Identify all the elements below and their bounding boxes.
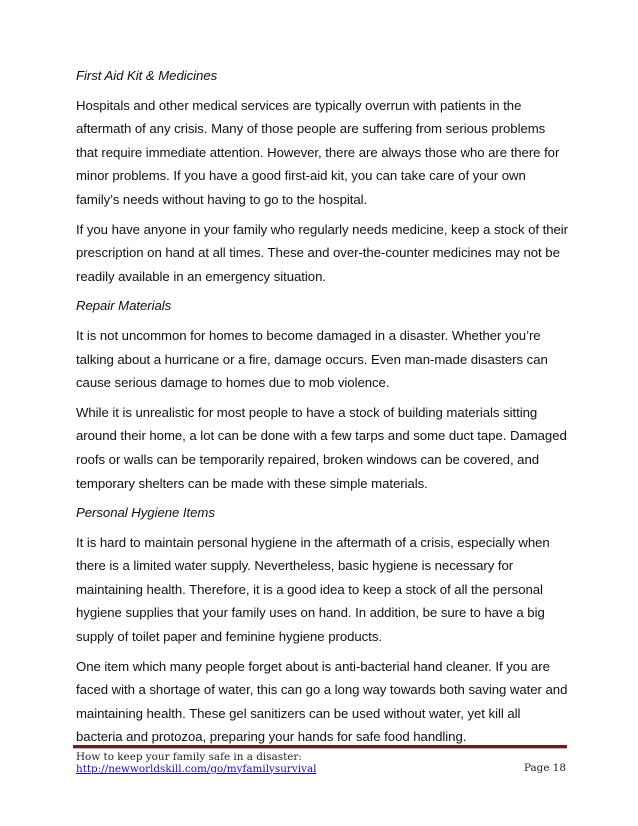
paragraph: If you have anyone in your family who regularly needs medicine, keep a stock of their prescription on hand at all times. These and over-the-counter medicines may not be readily available in an emergency situation.: [76, 221, 569, 284]
page-number: Page 18: [523, 762, 566, 774]
footer-link[interactable]: http://newworldskill.com/go/myfamilysurvival: [76, 762, 317, 775]
paragraph: It is hard to maintain personal hygiene in the aftermath of a crisis, especially when there is a limited water supply. Nevertheless, basic hygiene is necessary for maintaining health. Therefore, it is a good idea to keep a stock of all the personal hygiene supplies that your family uses on hand. In addition, be sure to have a big supply of toilet paper and feminine hygiene products.: [76, 534, 550, 645]
section-heading-personal-hygiene: Personal Hygiene Items: [76, 505, 215, 521]
paragraph: It is not uncommon for homes to become damaged in a disaster. Whether you’re talking about a hurricane or a fire, damage occurs. Even man-made disasters can cause serious damage to homes due to mob violence.: [76, 327, 548, 391]
section-heading-first-aid: First Aid Kit & Medicines: [76, 68, 218, 83]
paragraph: Hospitals and other medical services are typically overrun with patients in the aftermath of any crisis. Many of those people are suffering from serious problems that require immediate attention. However, there are always those who are there for minor problems. If you have a good first-aid kit, you can take care of your own family’s needs without having to go to the hospital.: [76, 97, 560, 207]
section-heading-repair-materials: Repair Materials: [76, 298, 172, 314]
page-content: [76, 64, 568, 755]
paragraph: One item which many people forget about is anti-bacterial hand cleaner. If you are faced with a shortage of water, this can go a long way towards both saving water and maintaining health. These gel sanitizers can be used without water, yet kill all bacteria and protozoa, preparing your hands for safe food handling.: [76, 658, 568, 745]
paragraph: While it is unrealistic for most people to have a stock of building materials sitting around their home, a lot can be done with a few tarps and some duct tape. Damaged roofs or walls can be temporarily repaired, broken windows can be covered, and temporary shelters can be made with these simple materials.: [76, 404, 567, 491]
footer-title: How to keep your family safe in a disaster:: [76, 751, 302, 763]
footer-divider: [73, 745, 567, 749]
page-footer: [76, 752, 568, 775]
